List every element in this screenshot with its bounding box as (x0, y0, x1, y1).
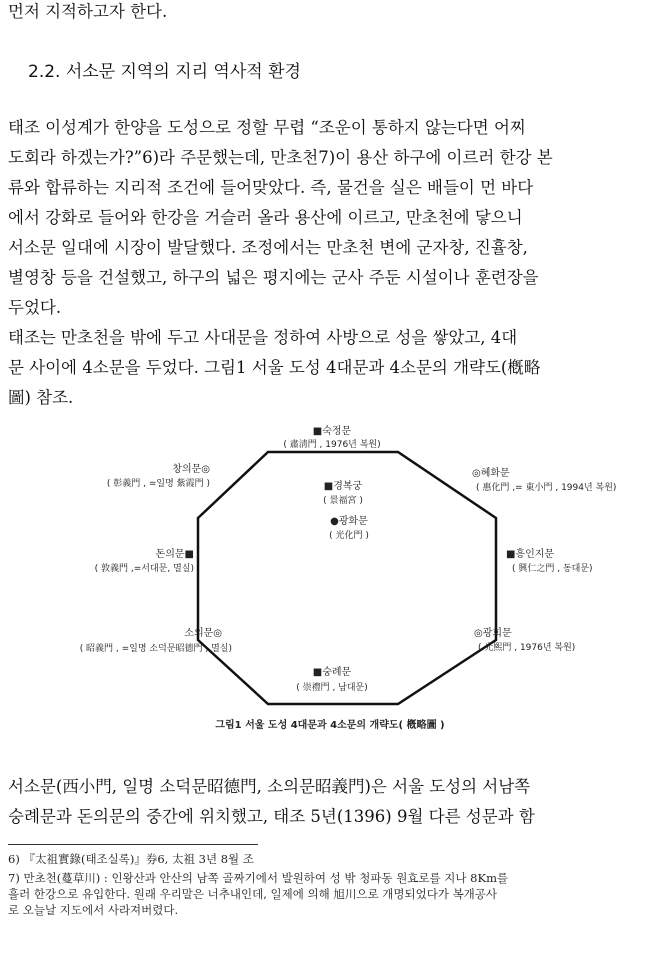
gate-west-detail: ( 敦義門 ,=서대문, 멸실) (94, 564, 194, 574)
gate-east-name: ■흥인지문 (506, 549, 555, 560)
paragraph-line: 에서 강화로 들어와 한강을 거슬러 올라 용산에 이르고, 만초천에 닿으니 (8, 208, 523, 227)
gate-southwest-detail: ( 昭義門 , =일명 소덕문昭德門 , 멸실) (79, 644, 232, 654)
gate-northwest-detail: ( 彰義門 , =일명 紫霞門 ) (106, 479, 210, 489)
gate-northeast-name: ◎혜화문 (472, 468, 510, 479)
paragraph-line: 문 사이에 4소문을 두었다. 그림1 서울 도성 4대문과 4소문의 개략도(槪略 (8, 358, 541, 377)
footnote: 7) 만초천(蔓草川) : 인왕산과 안산의 남쪽 골짜기에서 발원하여 성 밖 청파동 원효로를 지나 8Km를 (8, 871, 509, 885)
palace-gate-name: ●광화문 (330, 516, 368, 527)
gate-east-detail: ( 興仁之門 , 동대문) (512, 564, 593, 574)
paragraph-line: 圖) 참조. (8, 388, 74, 407)
gate-northwest-name: 창의문◎ (172, 464, 210, 475)
gate-south-detail: ( 崇禮門 , 남대문) (296, 683, 368, 693)
palace-hanja: ( 景福宮 ) (323, 496, 363, 506)
city-wall-diagram (0, 400, 661, 745)
paragraph-line: 태조 이성계가 한양을 도성으로 정할 무렵 “조운이 통하지 않는다면 어찌 (8, 118, 526, 137)
paragraph-line: 두었다. (8, 298, 62, 317)
gate-south-name: ■숭례문 (312, 667, 352, 678)
palace-name: ■경복궁 (323, 481, 363, 492)
gate-southwest-name: 소의문◎ (184, 628, 222, 639)
gate-north-name: ■숙정문 (312, 426, 352, 437)
paragraph-line: 도회라 하겠는가?”6)라 주문했는데, 만초천7)이 용산 하구에 이르러 한강 본 (8, 148, 553, 167)
paragraph-line: 별영창 등을 건설했고, 하구의 넓은 평지에는 군사 주둔 시설이나 훈련장을 (8, 268, 539, 287)
paragraph-line: 서소문 일대에 시장이 발달했다. 조정에서는 만초천 변에 군자창, 진휼창, (8, 238, 528, 257)
page-text-line: 먼저 지적하고자 한다. (8, 2, 168, 21)
gate-northeast-detail: ( 惠化門 ,= 東小門 , 1994년 복원) (476, 483, 617, 493)
gate-west-name: 돈의문■ (155, 549, 194, 560)
footnote-divider (8, 844, 258, 845)
gate-north-detail: ( 肅淸門 , 1976년 복원) (283, 440, 381, 450)
gate-southeast-detail: ( 光熙門 , 1976년 복원) (478, 643, 576, 653)
paragraph-line: 태조는 만초천을 밖에 두고 사대문을 정하여 사방으로 성을 쌓았고, 4대 (8, 328, 518, 347)
section-heading: 2.2. 서소문 지역의 지리 역사적 환경 (28, 62, 301, 82)
paragraph-line: 서소문(西小門, 일명 소덕문昭德門, 소의문昭義門)은 서울 도성의 서남쪽 (8, 777, 531, 796)
palace-gate-hanja: ( 光化門 ) (329, 531, 369, 541)
footnote: 로 오늘날 지도에서 사라져버렸다. (8, 903, 179, 917)
paragraph-line: 숭례문과 돈의문의 중간에 위치했고, 태조 5년(1396) 9월 다른 성문과 함 (8, 807, 535, 826)
gate-southeast-name: ◎광희문 (474, 628, 512, 639)
footnote: 6) 『太祖實錄(태조실록)』券6, 太祖 3년 8월 조 (8, 852, 254, 866)
figure-caption: 그림1 서울 도성 4대문과 4소문의 개략도( 槪略圖 ) (215, 720, 445, 731)
paragraph-line: 류와 합류하는 지리적 조건에 들어맞았다. 즉, 물건을 실은 배들이 먼 바다 (8, 178, 534, 197)
footnote: 흘러 한강으로 유입한다. 원래 우리말은 너추내인데, 일제에 의해 旭川으로 개명되었다가 복개공사 (8, 887, 498, 901)
